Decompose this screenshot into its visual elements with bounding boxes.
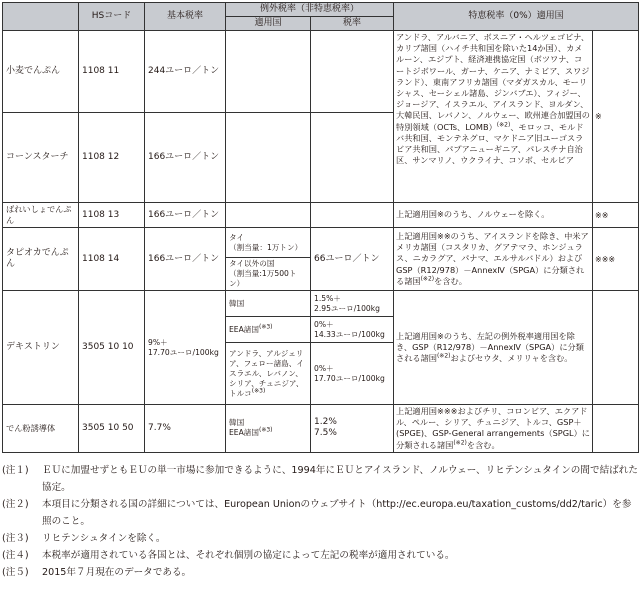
rate-line: 1.5%＋ bbox=[314, 293, 341, 303]
product-name: ばれいしょでんぷん bbox=[3, 203, 79, 228]
header-product bbox=[3, 3, 79, 31]
exception-country bbox=[226, 228, 311, 258]
exception-rate bbox=[311, 291, 394, 317]
exception-rate bbox=[311, 317, 394, 343]
note-ref: (※2) bbox=[453, 438, 467, 446]
country-list: 上記適用国※※※およびチリ、コロンビア、エクアドル、ペルー、シリア、チュニジア、トルコ、GSP＋(SPGE)、GSP-General arrangements（SPGL）に分類される諸国 bbox=[396, 406, 590, 450]
exception-country bbox=[226, 31, 311, 113]
footnote-label: (注５) bbox=[2, 567, 29, 578]
country-list: 上記適用国※のうち、左記の例外税率適用国を除き、GSP（R12/978）－AnnexⅣ（SPGA）に分類される諸国 bbox=[396, 330, 584, 364]
preferential-countries: 上記適用国※のうち、ノルウェーを除く。 bbox=[394, 203, 593, 228]
quota: （割当量:1万500トン） bbox=[229, 269, 297, 288]
product-name: 小麦でんぷん bbox=[3, 31, 79, 113]
footnote-label: (注４) bbox=[2, 550, 29, 561]
product-name: タピオカでんぷん bbox=[3, 228, 79, 291]
country-name: EEA諸国 bbox=[229, 324, 259, 334]
note-ref: (※3) bbox=[258, 322, 273, 330]
exception-rate: 66ユーロ／トン bbox=[311, 228, 394, 291]
hs-code: 3505 10 10 bbox=[79, 291, 145, 405]
exception-rate bbox=[311, 343, 394, 405]
rate-line: 2.95ユーロ/100kg bbox=[314, 303, 380, 313]
basic-rate: 166ユーロ／トン bbox=[145, 228, 226, 291]
country-list-tail: を含む。 bbox=[434, 275, 467, 286]
header-preferential-countries: 特恵税率（0%）適用国 bbox=[394, 3, 639, 31]
country-list-tail: を含む。 bbox=[466, 439, 500, 450]
footnote-text: ＥＵに加盟せずともＥＵの単一市場に参加できるように、1994年にＥＵとアイスランド、ノルウェー、リヒテンシュタインの間で結ばれた協定。 bbox=[42, 465, 638, 493]
rate-line: 0%＋ bbox=[314, 363, 334, 373]
country-list-tail: およびセウタ、メリリャを含む。 bbox=[450, 353, 573, 364]
hs-code: 1108 12 bbox=[79, 113, 145, 203]
marker: ※※※ bbox=[593, 228, 639, 291]
country-name: 韓国 bbox=[229, 418, 245, 428]
header-row-1 bbox=[3, 3, 639, 17]
table-row-derivative bbox=[3, 405, 639, 453]
table-row-dextrin bbox=[3, 291, 639, 317]
exception-rate bbox=[311, 203, 394, 228]
country-name: アンドラ、アルジェリア、フェロー諸島、イスラエル、レバノン、シリア、チュニジア、トルコ bbox=[229, 348, 304, 398]
footnote-text: 本項目に分類される国の詳細については、European Unionのウェブサイト（http://ec.europa.eu/taxation_customs/dd2/taric）を参照のこと。 bbox=[42, 499, 632, 527]
footnote-label: (注３) bbox=[2, 533, 29, 544]
footnote bbox=[2, 496, 638, 530]
basic-rate: 7.7% bbox=[145, 405, 226, 453]
rate-line: 1.2% bbox=[314, 417, 337, 428]
rate-line: 9%＋ bbox=[148, 337, 168, 347]
basic-rate: 244ユーロ／トン bbox=[145, 31, 226, 113]
header-basic-rate: 基本税率 bbox=[145, 3, 226, 31]
country-list-tail: 、モロッコ、モルドバ共和国、モンテネグロ、マケドニア旧ユーゴスラビア共和国、パプアニューギニア、パレスチナ自治区、サンマリノ、ウクライナ、コソボ、セルビア bbox=[396, 121, 584, 166]
footnotes bbox=[2, 462, 638, 581]
preferential-countries bbox=[394, 405, 593, 453]
note-ref: (※3) bbox=[251, 386, 266, 394]
footnote-label: (注２) bbox=[2, 499, 29, 510]
exception-country bbox=[226, 113, 311, 203]
note-ref: (※2) bbox=[420, 275, 435, 283]
rate-line: 17.70ユーロ/100kg bbox=[314, 373, 385, 383]
product-name: コーンスターチ bbox=[3, 113, 79, 203]
rate-line: 14.33ユーロ/100kg bbox=[314, 329, 385, 339]
basic-rate: 166ユーロ／トン bbox=[145, 113, 226, 203]
basic-rate: 166ユーロ／トン bbox=[145, 203, 226, 228]
marker bbox=[593, 291, 639, 405]
footnote-text: 本税率が適用されている各国とは、それぞれ個別の協定によって左記の税率が適用されている。 bbox=[42, 550, 455, 561]
exception-country bbox=[226, 317, 311, 343]
rate-line: 7.5% bbox=[314, 428, 337, 439]
country-list: アンドラ、アルバニア、ボスニア・ヘルツェゴビナ、カリブ諸国（ハイチ共和国を除いた14か国）、カメルーン、エジプト、経済連携協定国（ボツワナ、コートジボワール、ガーナ、ケニア、ナミビア、スワジランド）、東南アフリカ諸国（マダガスカル、モーリシャス、セーシェル諸島、ジンバブエ）、フィジー、ジョージア、イスラエル、アイスランド、ヨルダン、大韓民国、レバノン、ノルウェー、欧州連合加盟国の特別領域（OCTs、LOMB） bbox=[396, 32, 590, 132]
tariff-table bbox=[2, 2, 639, 453]
basic-rate bbox=[145, 291, 226, 405]
rate-line: 0%＋ bbox=[314, 319, 334, 329]
exception-country bbox=[226, 258, 311, 291]
product-name: デキストリン bbox=[3, 291, 79, 405]
exception-rate bbox=[311, 113, 394, 203]
exception-country bbox=[226, 203, 311, 228]
header-exception-rate: 例外税率（非特恵税率） bbox=[226, 3, 394, 17]
note-ref: (※2) bbox=[436, 352, 451, 360]
header-applicable-countries: 適用国 bbox=[226, 17, 311, 31]
note-ref: (※3) bbox=[258, 426, 273, 434]
hs-code: 1108 14 bbox=[79, 228, 145, 291]
exception-country bbox=[226, 405, 311, 453]
footnote-text: 2015年７月現在のデータである。 bbox=[42, 567, 192, 578]
rate-line: 17.70ユーロ/100kg bbox=[148, 347, 219, 357]
hs-code: 3505 10 50 bbox=[79, 405, 145, 453]
footnote bbox=[2, 530, 638, 547]
header-hs-code: HSコード bbox=[79, 3, 145, 31]
footnote-text: リヒテンシュタインを除く。 bbox=[42, 533, 166, 544]
note-ref: (※2) bbox=[496, 120, 511, 128]
quota: （割当量：1万トン） bbox=[229, 242, 303, 252]
exception-rate bbox=[311, 31, 394, 113]
marker: ※※ bbox=[593, 203, 639, 228]
preferential-countries bbox=[394, 291, 593, 405]
footnote bbox=[2, 564, 638, 581]
preferential-countries bbox=[394, 228, 593, 291]
country-list: 上記適用国※※のうち、アイスランドを除き、中米アメリカ諸国（コスタリカ、グアテマラ、ホンジュラス、ニカラグア、パナマ、エルサルバドル）およびGSP（R12/978）－AnnexⅣ（SPGA）に分類される諸国 bbox=[396, 230, 589, 286]
product-name: でん粉誘導体 bbox=[3, 405, 79, 453]
marker: ※ bbox=[593, 31, 639, 203]
exception-country: 韓国 bbox=[226, 291, 311, 317]
header-tax-rate: 税率 bbox=[311, 17, 394, 31]
country-name: タイ bbox=[229, 232, 245, 242]
footnote-label: (注１) bbox=[2, 465, 29, 476]
hs-code: 1108 13 bbox=[79, 203, 145, 228]
hs-code: 1108 11 bbox=[79, 31, 145, 113]
exception-country bbox=[226, 343, 311, 405]
marker bbox=[593, 405, 639, 453]
table-row-tapioca bbox=[3, 228, 639, 258]
footnote bbox=[2, 462, 638, 496]
footnote bbox=[2, 547, 638, 564]
table-row-wheat bbox=[3, 31, 639, 113]
country-name: タイ以外の国 bbox=[229, 259, 275, 268]
exception-rate bbox=[311, 405, 394, 453]
table-row-potato bbox=[3, 203, 639, 228]
country-name: EEA諸国 bbox=[229, 428, 259, 438]
preferential-countries bbox=[394, 31, 593, 203]
